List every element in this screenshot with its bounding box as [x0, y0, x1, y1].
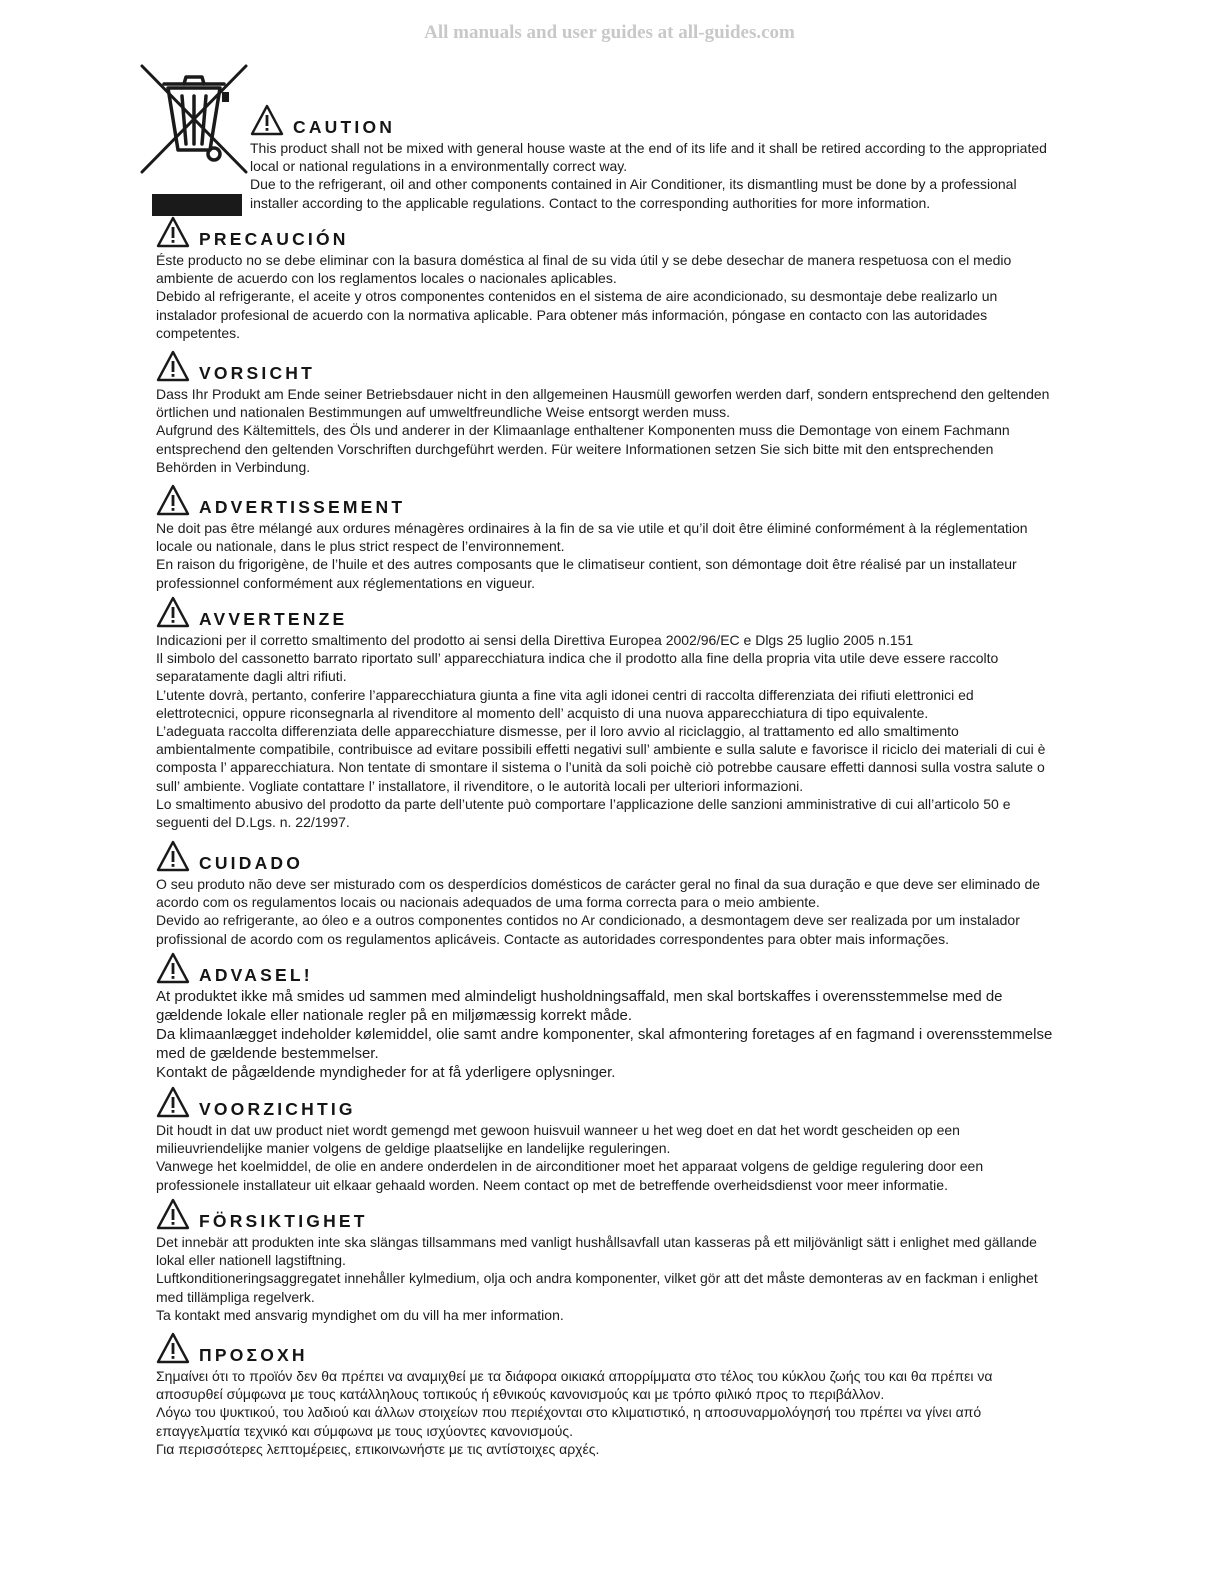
section-body — [156, 1233, 1056, 1324]
section-body — [156, 1121, 1056, 1194]
warning-section — [156, 214, 1056, 342]
section-paragraph: Ne doit pas être mélangé aux ordures ménagères ordinaires à la fin de sa vie utile et qu’il doit être éliminé conformément à la réglementation locale ou nationale, dans le plus strict respect de l’environnement. — [156, 520, 1028, 555]
warning-triangle-icon — [156, 1198, 190, 1230]
section-heading — [156, 1084, 1056, 1118]
warning-section — [156, 1196, 1056, 1324]
section-heading — [156, 594, 1056, 628]
section-paragraph: At produktet ikke må smides ud sammen med almindeligt husholdningsaffald, men skal bortskaffes i overensstemmelse med de gældende lokale eller nationale regler på en miljømæssig korrekt måde. — [156, 988, 1003, 1024]
section-body — [156, 631, 1056, 831]
section-paragraph: Lo smaltimento abusivo del prodotto da parte dell’utente può comportare l’applicazione delle sanzioni amministrative di cui all’articolo 50 e seguenti del D.Lgs. n. 22/1997. — [156, 795, 1011, 831]
section-body — [156, 385, 1056, 476]
section-paragraph: Ta kontakt med ansvarig myndighet om du vill ha mer information. — [156, 1306, 564, 1323]
section-title: VOORZICHTIG — [199, 1099, 356, 1119]
section-body — [156, 875, 1056, 948]
section-paragraph: Det innebär att produkten inte ska slängas tillsammans med vanligt hushållsavfall utan kasseras på ett miljövänligt sätt i enlighet med gällande lokal eller nationell lagstiftning. — [156, 1234, 1037, 1269]
warning-section — [156, 1084, 1056, 1194]
section-paragraph: Vanwege het koelmiddel, de olie en andere onderdelen in de airconditioner moet het apparaat volgens de geldige regulering door een professionele installateur uit elkaar gehaald worden. Neem contact op met de betreffende overheidsdienst voor meer informatie. — [156, 1158, 984, 1193]
warning-section — [156, 838, 1056, 948]
section-heading — [156, 348, 1056, 382]
section-body — [156, 987, 1056, 1082]
warning-triangle-icon — [156, 596, 190, 628]
section-paragraph: L’utente dovrà, pertanto, conferire l’apparecchiatura giunta a fine vita agli idonei centri di raccolta differenziata dei rifiuti elettronici ed elettrotecnici, oppure riconsegnarla al rivenditore al momento dell’ acquisto di una nuova apparecchiatura di tipo equivalente. — [156, 686, 974, 721]
section-heading — [156, 1196, 1056, 1230]
crossed-out-wheelie-bin-icon — [138, 62, 250, 220]
section-paragraph: Indicazioni per il corretto smaltimento del prodotto ai sensi della Direttiva Europea 2002/96/EC e Dlgs 25 luglio 2005 n.151 — [156, 632, 914, 648]
section-title: ΠΡΟΣΟΧΗ — [199, 1345, 308, 1365]
section-paragraph: This product shall not be mixed with general house waste at the end of its life and it shall be retired according to the appropriated local or national regulations in a environmentally correct way. — [250, 140, 1047, 175]
section-body — [156, 1367, 1056, 1458]
section-title: FÖRSIKTIGHET — [199, 1211, 368, 1231]
section-paragraph: O seu produto não deve ser misturado com os desperdícios domésticos de carácter geral no final da sua duração e que deve ser eliminado de acordo com os regulamentos locais ou nacionais adequados de uma forma correcta para o meio ambiente. — [156, 876, 1041, 911]
section-title: AVVERTENZE — [199, 609, 348, 629]
section-body — [156, 251, 1056, 342]
warning-triangle-icon — [156, 840, 190, 872]
section-title: CUIDADO — [199, 853, 304, 873]
section-heading — [156, 950, 1056, 984]
warning-triangle-icon — [156, 952, 190, 984]
section-title: PRECAUCIÓN — [199, 229, 349, 249]
warning-section — [156, 950, 1056, 1082]
section-paragraph: En raison du frigorigène, de l’huile et des autres composants que le climatiseur contient, son démontage doit être réalisé par un installateur professionnel conformément aux réglementations en vigueur. — [156, 556, 1017, 591]
section-paragraph: Aufgrund des Kältemittels, des Öls und anderer in der Klimaanlage enthaltener Komponenten muss die Demontage von einem Fachmann entsprechend den geltenden Vorschriften durchgeführt werden. Für weitere Informationen setzen Sie sich bitte mit den entsprechenden Behörden in Verbindung. — [156, 422, 1010, 475]
warning-section — [250, 102, 1056, 212]
section-paragraph: Luftkonditioneringsaggregatet innehåller kylmedium, olja och andra komponenter, vilket gör att det måste demonteras av en fackman i enlighet med tillämpliga regelverk. — [156, 1270, 1038, 1305]
section-title: ADVERTISSEMENT — [199, 497, 406, 517]
section-paragraph: Dass Ihr Produkt am Ende seiner Betriebsdauer nicht in den allgemeinen Hausmüll geworfen werden darf, sondern entsprechend den geltenden örtlichen und nationalen Bestimmungen auf umweltfreundliche Weise entsorgt werden muss. — [156, 386, 1050, 421]
warning-section — [156, 1330, 1056, 1458]
section-paragraph: Debido al refrigerante, el aceite y otros componentes contenidos en el sistema de aire acondicionado, su desmontaje debe realizarlo un instalador profesional de acuerdo con la normativa aplicable. Para obtener más información, póngase en contacto con las autoridades competentes. — [156, 288, 998, 341]
warning-section — [156, 348, 1056, 476]
warning-triangle-icon — [156, 350, 190, 382]
section-heading — [156, 838, 1056, 872]
warning-section — [156, 594, 1056, 831]
section-paragraph: Il simbolo del cassonetto barrato riportato sull’ apparecchiatura indica che il prodotto alla fine della propria vita utile deve essere raccolto separatamente dagli altri rifiuti. — [156, 650, 999, 685]
section-title: CAUTION — [293, 117, 396, 137]
section-paragraph: L’adeguata raccolta differenziata delle apparecchiature dismesse, per il loro avvio al riciclaggio, al trattamento ed allo smaltimento ambientalmente compatibile, contribuisce ad evitare possibili effetti negativi sull’ ambiente e sulla salute e favorisce il riciclo dei materiali di cui è composta l’ apparecchiatura. Non tentate di smontare il sistema o l’unità da soli poichè ciò potrebbe causare effetti dannosi sulla vostra salute o sull’ ambiente. Vogliate contattare l’ installatore, il rivenditore, o le autorità locali per ulteriori informazioni. — [156, 723, 1046, 794]
section-title: ADVASEL! — [199, 965, 313, 985]
section-paragraph: Σημαίνει ότι το προϊόν δεν θα πρέπει να αναμιχθεί με τα διάφορα οικιακά απορρίμματα στο τέλος του κύκλου ζωής του και θα πρέπει να αποσυρθεί σύμφωνα με τους κατάλληλους τοπικούς ή εθνικούς κανονισμούς και με τρόπο φιλικό προς το περιβάλλον. — [156, 1368, 993, 1403]
warning-section — [156, 482, 1056, 592]
section-title: VORSICHT — [199, 363, 316, 383]
section-body — [250, 139, 1056, 212]
section-paragraph: Devido ao refrigerante, ao óleo e a outros componentes contidos no Ar condicionado, a desmontagem deve ser realizada por um instalador profissional de acordo com os regulamentos aplicáveis. Contacte as autoridades correspondentes para obter mais informações. — [156, 912, 1020, 947]
section-paragraph: Dit houdt in dat uw product niet wordt gemengd met gewoon huisvuil wanneer u het weg doet en dat het wordt gescheiden op een milieuvriendelijke manier volgens de geldige plaatselijke en landelijke reguleringen. — [156, 1122, 960, 1157]
section-body — [156, 519, 1056, 592]
section-heading — [156, 482, 1056, 516]
section-paragraph: Λόγω του ψυκτικού, του λαδιού και άλλων στοιχείων που περιέχονται στο κλιματιστικό, η αποσυναρμολόγησή του πρέπει να γίνει από επαγγελματία τεχνικό και σύμφωνα με τους ισχύοντες κανονισμούς. — [156, 1404, 982, 1439]
section-heading — [156, 214, 1056, 248]
section-paragraph: Kontakt de pågældende myndigheder for at få yderligere oplysninger. — [156, 1064, 616, 1081]
warning-triangle-icon — [156, 216, 190, 248]
section-paragraph: Due to the refrigerant, oil and other components contained in Air Conditioner, its dismantling must be done by a professional installer according to the applicable regulations. Contact to the corresponding authorities for more information. — [250, 176, 1017, 211]
section-paragraph: Για περισσότερες λεπτομέρειες, επικοινωνήστε με τις αντίστοιχες αρχές. — [156, 1440, 600, 1457]
warning-triangle-icon — [156, 484, 190, 516]
section-heading — [156, 1330, 1056, 1364]
section-paragraph: Éste producto no se debe eliminar con la basura doméstica al final de su vida útil y se debe desechar de manera respetuosa con el medio ambiente de acuerdo con los reglamentos locales o nacionales aplicables. — [156, 252, 1012, 287]
warning-triangle-icon — [156, 1086, 190, 1118]
warning-triangle-icon — [250, 104, 284, 136]
section-paragraph: Da klimaanlægget indeholder kølemiddel, olie samt andre komponenter, skal afmontering foretages af en fagmand i overensstemmelse med de gældende bestemmelser. — [156, 1026, 1053, 1062]
watermark: All manuals and user guides at all-guides.com — [424, 22, 795, 43]
section-heading — [250, 102, 1056, 136]
warning-triangle-icon — [156, 1332, 190, 1364]
